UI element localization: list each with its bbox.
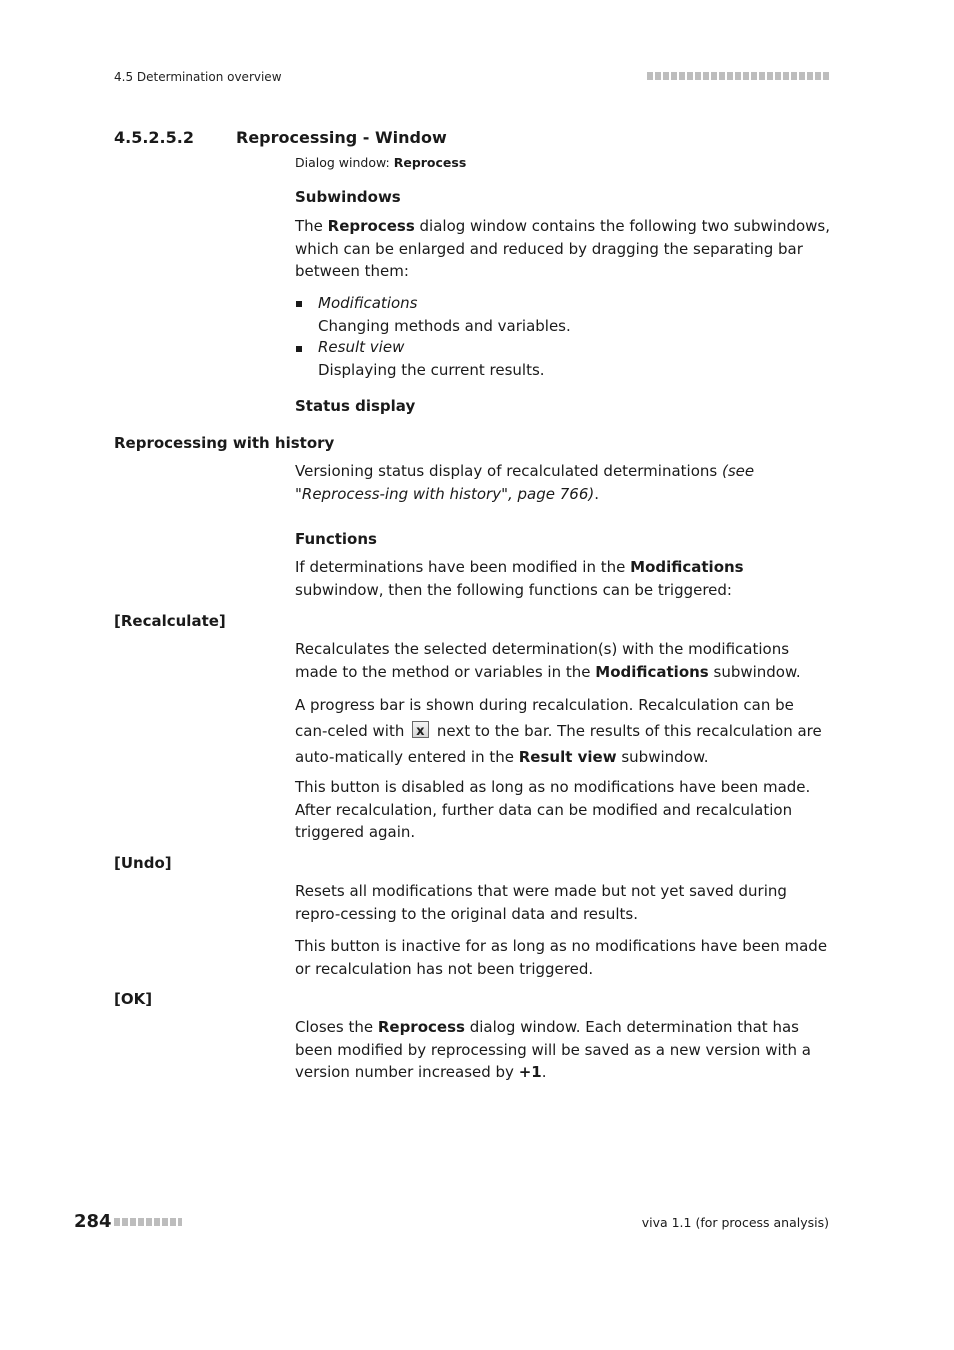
undo-label: [Undo]	[114, 854, 172, 872]
page-number: 284	[74, 1211, 112, 1232]
list-item-desc: Displaying the current results.	[318, 360, 545, 379]
subwindows-intro: The Reprocess dialog window contains the following two subwindows, which can be enlarged and reduced by dragging the separating bar between them:	[295, 217, 831, 280]
functions-heading: Functions	[295, 530, 377, 548]
footer-dots-decoration	[114, 1218, 182, 1226]
list-item-desc: Changing methods and variables.	[318, 316, 571, 335]
dialog-name: Reprocess	[393, 155, 467, 170]
section-title: Reprocessing - Window	[236, 128, 447, 147]
bullet-icon	[295, 339, 305, 349]
bullet-icon	[295, 294, 305, 304]
subwindows-heading: Subwindows	[295, 188, 401, 206]
recalculate-para-1: Recalculates the selected determination(s) with the modifications made to the method or variables in the Modifications subwindow.	[295, 640, 801, 681]
reprocessing-history-text: Versioning status display of recalculated determinations (see "Reprocess-ing with history", page 766).	[295, 462, 755, 503]
recalculate-para-2: A progress bar is shown during recalculation. Recalculation can be can-celed with x next to the bar. The results of this recalculation are auto-matically entered in the Result view subwindow.	[295, 692, 830, 770]
undo-para-1: Resets all modifications that were made but not yet saved during repro-cessing to the original data and results.	[295, 882, 787, 923]
recalculate-label: [Recalculate]	[114, 612, 226, 630]
running-header: 4.5 Determination overview	[114, 70, 282, 84]
dialog-line	[295, 155, 466, 170]
list-item-name: Modifications	[318, 294, 418, 312]
reprocessing-history-heading: Reprocessing with history	[114, 434, 335, 452]
undo-para-2: This button is inactive for as long as no modifications have been made or recalculation has not been triggered.	[295, 937, 828, 978]
dialog-prefix: Dialog window:	[295, 155, 394, 170]
list-item-name: Result view	[318, 338, 405, 356]
section-number: 4.5.2.5.2	[114, 128, 194, 147]
status-display-heading: Status display	[295, 397, 416, 415]
list-item	[318, 336, 545, 381]
cancel-x-icon	[412, 721, 429, 738]
recalculate-para-3: This button is disabled as long as no modifications have been made. After recalculation, further data can be modified and recalculation triggered again.	[295, 778, 811, 841]
cross-reference-link[interactable]: (see "Reprocess-ing with history", page 766)	[295, 462, 755, 503]
header-dots-decoration	[647, 72, 829, 80]
list-item	[318, 292, 571, 337]
ok-para: Closes the Reprocess dialog window. Each determination that has been modified by reprocessing will be saved as a new version with a version number increased by +1.	[295, 1018, 811, 1081]
product-name: viva 1.1 (for process analysis)	[641, 1215, 829, 1230]
functions-intro: If determinations have been modified in the Modifications subwindow, then the following functions can be triggered:	[295, 558, 744, 599]
ok-label: [OK]	[114, 990, 153, 1008]
